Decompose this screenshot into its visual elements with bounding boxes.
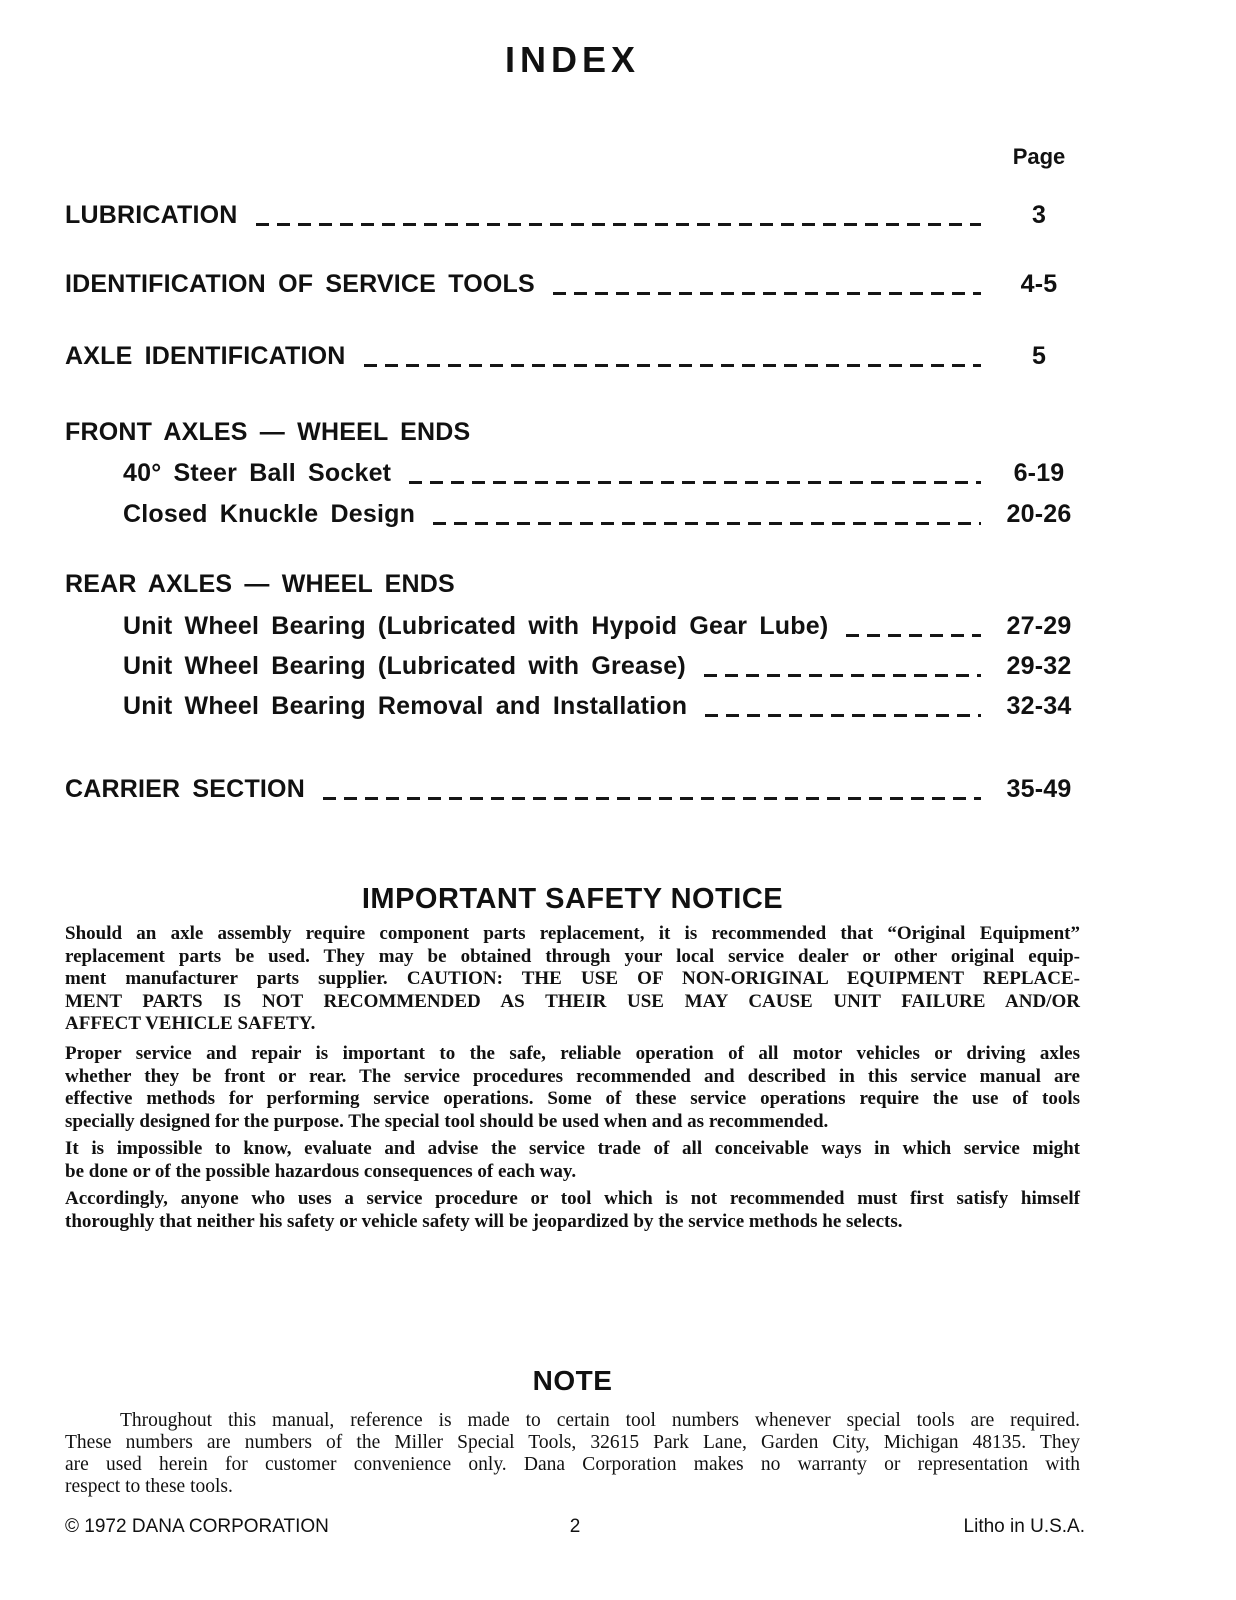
index-entry-page: 32-34 bbox=[1006, 692, 1072, 720]
index-row-steer-ball-socket bbox=[65, 458, 1085, 488]
note-heading: NOTE bbox=[532, 1365, 613, 1396]
dotted-leader bbox=[704, 674, 981, 677]
safety-paragraph-2: Proper service and repair is important to the safe, reliable operation of all motor vehicles or driving axles whether they be front or rear. The service procedures recommended and described in this service manual are effective methods for performing service operations. Some of these service operations require the use of tools specially designed for the purpose. The special tool should be used when and as recommended. bbox=[65, 1043, 1080, 1132]
index-section-label: REAR AXLES — WHEEL ENDS bbox=[65, 570, 455, 598]
index-row-lubrication bbox=[65, 200, 1085, 230]
index-entry-label: Closed Knuckle Design bbox=[123, 500, 416, 528]
index-section-rear-axles bbox=[65, 569, 1085, 599]
index-entry-page: 5 bbox=[1031, 342, 1047, 370]
index-entry-page: 6-19 bbox=[1013, 459, 1065, 487]
index-entry-page: 35-49 bbox=[1006, 775, 1072, 803]
index-entry-page: 4-5 bbox=[1020, 270, 1058, 298]
dotted-leader bbox=[553, 292, 981, 295]
dotted-leader bbox=[705, 714, 981, 717]
page-footer bbox=[65, 1515, 1085, 1539]
dotted-leader bbox=[256, 223, 981, 226]
index-row-axle-identification bbox=[65, 341, 1085, 371]
index-entry-label: IDENTIFICATION OF SERVICE TOOLS bbox=[65, 270, 535, 298]
page-number: 2 bbox=[569, 1516, 581, 1537]
index-entry-label: 40° Steer Ball Socket bbox=[123, 459, 392, 487]
index-row-unit-wheel-bearing-grease bbox=[65, 651, 1085, 681]
index-row-unit-wheel-bearing-removal bbox=[65, 691, 1085, 721]
index-entry-label: Unit Wheel Bearing (Lubricated with Grease) bbox=[123, 652, 686, 680]
page-column-header: Page bbox=[1012, 144, 1066, 169]
index-row-carrier-section bbox=[65, 774, 1085, 804]
index-entry-page: 29-32 bbox=[1006, 652, 1072, 680]
index-row-service-tools bbox=[65, 269, 1085, 299]
safety-notice-heading: IMPORTANT SAFETY NOTICE bbox=[361, 883, 784, 915]
safety-paragraph-4: Accordingly, anyone who uses a service procedure or tool which is not recommended must first satisfy himself thoroughly that neither his safety or vehicle safety will be jeopardized by the service methods he selects. bbox=[65, 1188, 1080, 1232]
index-row-closed-knuckle bbox=[65, 499, 1085, 529]
index-entry-label: Unit Wheel Bearing Removal and Installation bbox=[123, 692, 688, 720]
index-entry-page: 20-26 bbox=[1006, 500, 1072, 528]
copyright-text: © 1972 DANA CORPORATION bbox=[65, 1516, 329, 1537]
index-row-unit-wheel-bearing-hypoid bbox=[65, 611, 1085, 641]
page-title: INDEX bbox=[504, 39, 641, 80]
index-entry-label: CARRIER SECTION bbox=[65, 775, 305, 803]
dotted-leader bbox=[323, 797, 981, 800]
dotted-leader bbox=[846, 634, 981, 637]
index-entry-label: AXLE IDENTIFICATION bbox=[65, 342, 346, 370]
index-entry-page: 3 bbox=[1031, 201, 1047, 229]
litho-text: Litho in U.S.A. bbox=[963, 1516, 1085, 1537]
index-section-front-axles bbox=[65, 417, 1085, 447]
index-entry-page: 27-29 bbox=[1006, 612, 1072, 640]
safety-paragraph-3: It is impossible to know, evaluate and advise the service trade of all conceivable ways in which service might be done or of the possible hazardous consequences of each way. bbox=[65, 1138, 1080, 1182]
dotted-leader bbox=[409, 481, 981, 484]
dotted-leader bbox=[433, 522, 981, 525]
safety-paragraph-1: Should an axle assembly require component parts replacement, it is recommended that “Original Equipment” replacement parts be used. They may be obtained through your local service dealer or other original equip- ment manufacturer parts supplier. CAUTION: THE USE OF NON-ORIGINAL EQUIPMENT REPLACE- MENT PARTS IS NOT RECOMMENDED AS THEIR USE MAY CAUSE UNIT FAILURE AND/OR AFFECT VEHICLE SAFETY. bbox=[65, 923, 1080, 1034]
index-entry-label: Unit Wheel Bearing (Lubricated with Hypoid Gear Lube) bbox=[123, 612, 829, 640]
index-entry-label: LUBRICATION bbox=[65, 201, 238, 229]
index-section-label: FRONT AXLES — WHEEL ENDS bbox=[65, 418, 471, 446]
dotted-leader bbox=[364, 364, 981, 367]
note-paragraph: Throughout this manual, reference is made to certain tool numbers whenever special tools are required. These numbers are numbers of the Miller Special Tools, 32615 Park Lane, Garden City, Michigan 48135. They are used herein for customer convenience only. Dana Corporation makes no warranty or representation with respect to these tools. bbox=[65, 1410, 1080, 1497]
